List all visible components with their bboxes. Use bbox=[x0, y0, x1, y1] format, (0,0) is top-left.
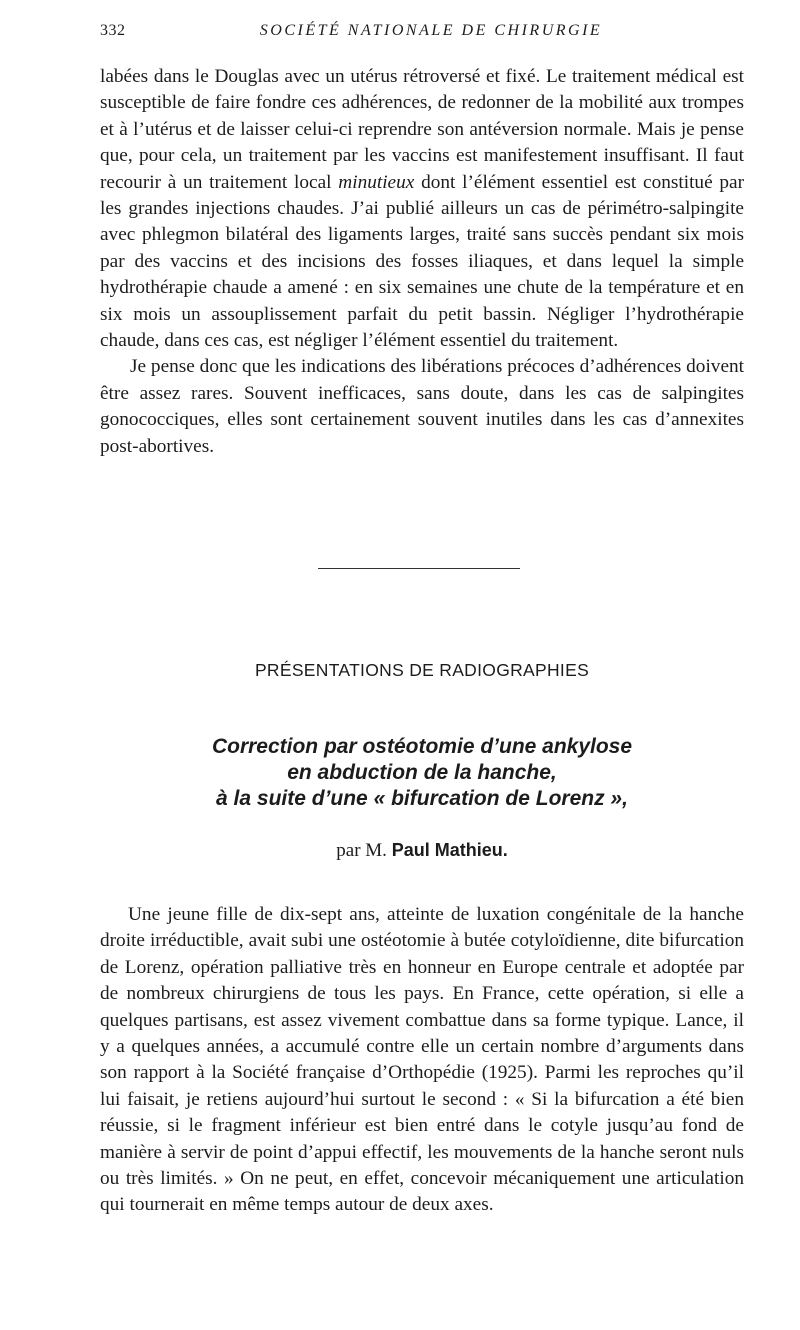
page-number: 332 bbox=[100, 22, 126, 39]
article-title-line-2: en abduction de la hanche, bbox=[287, 761, 557, 784]
body-text-top bbox=[100, 64, 744, 460]
paragraph-1-text-a: labées dans le Douglas avec un utérus rétroversé et fixé. Le traitement médical est susceptible de faire fondre ces adhérences, de redonner de la mobilité aux trompes et à l’utérus et de laisser celui-ci reprendre son antéversion normale. Mais je pense que, pour cela, un traitement par les vaccins est manifestement insuffisant. Il faut recourir à un traitement local bbox=[100, 66, 744, 193]
body-text-article bbox=[100, 902, 744, 1219]
running-header bbox=[100, 22, 744, 44]
article-title bbox=[100, 734, 744, 812]
author-name: Paul Mathieu. bbox=[391, 840, 508, 860]
byline bbox=[100, 840, 744, 862]
article-title-line-3: à la suite d’une « bifurcation de Lorenz », bbox=[216, 787, 628, 810]
paragraph-1 bbox=[100, 64, 744, 354]
section-heading: PRÉSENTATIONS DE RADIOGRAPHIES bbox=[254, 660, 590, 680]
section-divider bbox=[318, 568, 520, 569]
paragraph-1-italic-word: minutieux bbox=[338, 171, 415, 193]
paragraph-3: Une jeune fille de dix-sept ans, atteinte de luxation congénitale de la hanche droite irréductible, avait subi une ostéotomie à butée cotyloïdienne, dite bifurcation de Lorenz, opération palliative très en honneur en Europe centrale et adoptée par de nombreux chirurgiens de tous les pays. En France, cette opération, si elle a quelques partisans, est assez vivement combattue dans sa forme typique. Lance, il y a quelques années, a accumulé contre elle un certain nombre d’arguments dans son rapport à la Société française d’Orthopédie (1925). Parmi les reproches qu’il lui faisait, je retiens aujourd’hui surtout le second : « Si la bifurcation a été bien réussie, si le fragment inférieur est bien entré dans le cotyle jusqu’au fond de manière à servir de point d’appui effectif, les mouvements de la hanche seront nuls ou très limités. » On ne peut, en effet, concevoir mécaniquement une articulation qui tournerait en même temps autour de deux axes. bbox=[100, 904, 744, 1216]
paragraph-2: Je pense donc que les indications des libérations précoces d’adhérences doivent être assez rares. Souvent inefficaces, sans doute, dans les cas de salpingites gonococciques, elles sont certainement souvent inutiles dans les cas d’annexites post-abortives. bbox=[100, 356, 744, 457]
paragraph-1-text-b: dont l’élément essentiel est constitué par les grandes injections chaudes. J’ai publié ailleurs un cas de périmétro-salpingite avec phlegmon bilatéral des ligaments larges, traité sans succès pendant six mois par des vaccins et des incisions des fosses iliaques, et dans lequel la simple hydrothérapie chaude a amené : en six semaines une chute de la température et en six mois un assouplissement parfait du petit bassin. Négliger l’hydrothérapie chaude, dans ces cas, est négliger l’élément essentiel du traitement. bbox=[100, 171, 744, 352]
byline-prefix: par M. bbox=[336, 840, 387, 861]
journal-title: SOCIÉTÉ NATIONALE DE CHIRURGIE bbox=[259, 22, 603, 39]
article-title-line-1: Correction par ostéotomie d’une ankylose bbox=[211, 735, 633, 758]
